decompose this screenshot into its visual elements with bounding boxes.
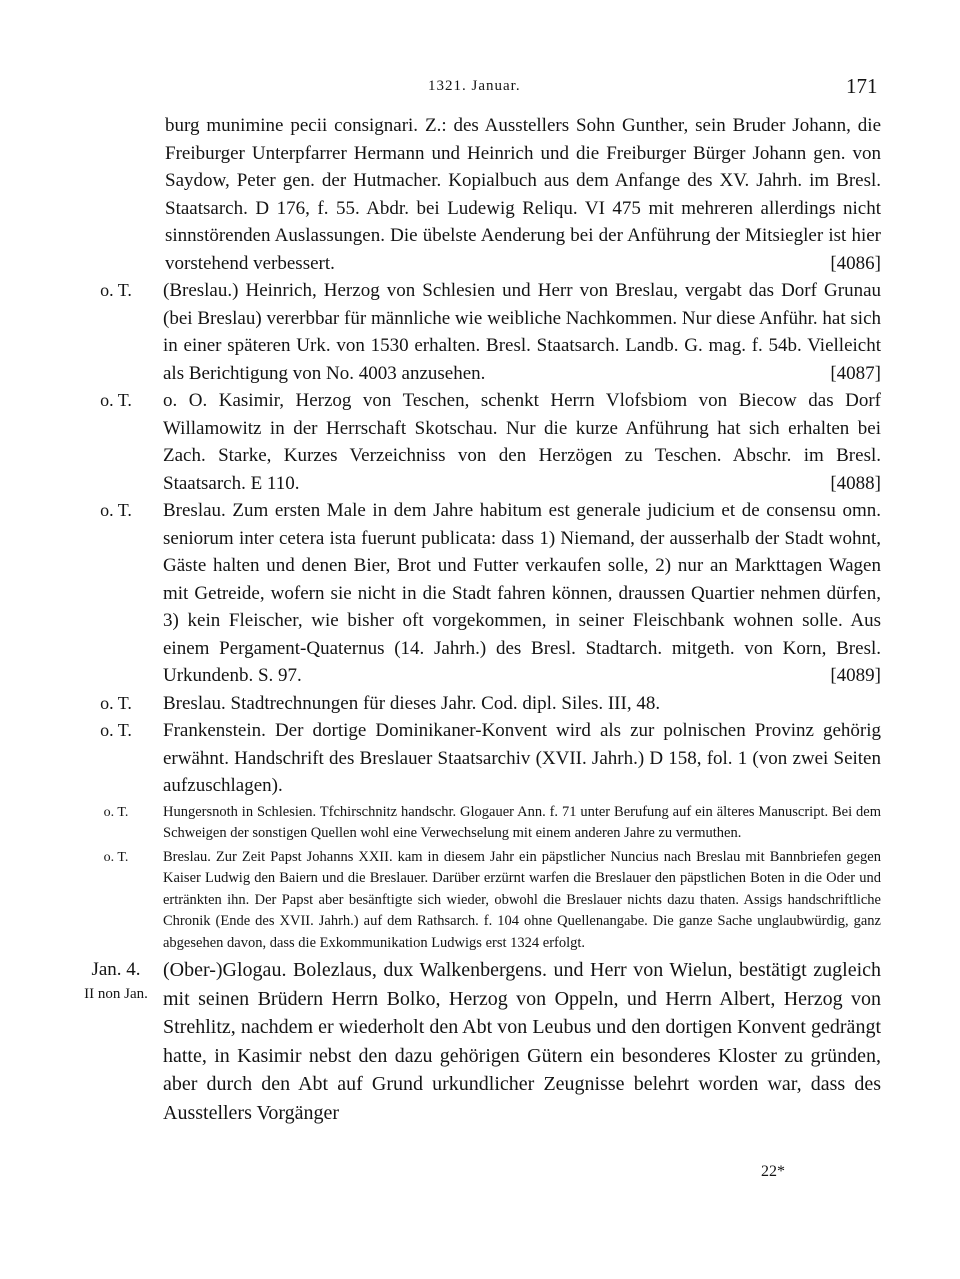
entry-ref: [4088]: [830, 472, 881, 494]
note-entry-hungersnoth: [0, 800, 960, 845]
date-margin: o. T.: [100, 692, 132, 713]
note-entry-nuncius: [0, 845, 960, 955]
signature-mark: 22*: [761, 1163, 785, 1180]
regest-entry-breslau-rechnungen: [0, 690, 960, 718]
entry-text: burg munimine pecii consignari. Z.: des Ausstellers Sohn Gunther, sein Bruder Johann, die Freiburger Unterpfarrer Hermann und Heinrich und die Freiburger Bürger Johann gen. von Saydow, Peter gen. der Hutmacher. Kopialbuch aus dem Anfange des XV. Jahrh. im Bresl. Staatsarch. D 176, f. 55. Abdr. bei Ludewig Reliqu. VI 475 mit mehreren allerdings nicht sinnstörenden Auslassungen. Die übelste Aenderung bei der Anführung der Mitsiegler ist hier vorstehend verbessert. [4086]: [165, 112, 881, 277]
running-title: 1321. Januar.: [428, 78, 521, 94]
entry-text: (Breslau.) Heinrich, Herzog von Schlesien und Herr von Breslau, vergabt das Dorf Grunau (bei Breslau) vererbbar für männliche wie weibliche Nachkommen. Nur diese Anführ. hat sich in einer späteren Urk. von 1530 erhalten. Bresl. Staatsarch. Landb. G. mag. f. 54b. Vielleicht als Berichtigung von No. 4003 anzusehen. [4087]: [163, 277, 881, 387]
date-margin: o. T.: [103, 849, 129, 865]
date-margin: o. T.: [100, 390, 132, 410]
date-margin: [72, 954, 160, 1008]
date-margin: o. T.: [100, 500, 132, 520]
entry-ref: [4086]: [830, 252, 881, 274]
regest-entry-4086: [0, 112, 960, 277]
regest-entry-glogau: [0, 954, 960, 1127]
entry-ref: [4087]: [830, 362, 881, 384]
regest-entry-4088: [0, 387, 960, 497]
entry-text: Breslau. Zum ersten Male in dem Jahre habitum est generale judicium et de consensu omn. seniorum inter cetera ista fuerunt publicata: dass 1) Niemand, der ausserhalb der Stadt wohnt, Gäste halten und denen Bier, Brot und Futter verkaufen solle, 2) nur an Markttagen Wagen mit Getreide, wofern sie nicht in die Stadt fahren können, draussen Quartier nehmen dürfen, 3) kein Fleischer, wie bisher oft vorgekommen, in seiner Fleischbank wohnen solle. Aus einem Pergament-Quaternus (14. Jahrh.) des Bresl. Stadtarch. mitgeth. von Korn, Bresl. Urkundenb. S. 97. [4089]: [163, 497, 881, 690]
page-body: [0, 112, 960, 1127]
entry-text: Frankenstein. Der dortige Dominikaner-Konvent wird als zur polnischen Provinz gehörig erwähnt. Handschrift des Breslauer Staatsarchiv (XVII. Jahrh.) D 158, fol. 1 (von zwei Seiten aufzuschlagen).: [163, 720, 881, 796]
entry-text: Breslau. Stadtrechnungen für dieses Jahr. Cod. dipl. Siles. III, 48.: [163, 692, 661, 714]
date-label: Jan. 4.: [91, 959, 141, 980]
entry-ref: [4089]: [830, 665, 881, 686]
entry-text: Hungersnoth in Schlesien. Tfchirschnitz handschr. Glogauer Ann. f. 71 unter Berufung auf ein älteres Manuscript. Bei dem Schweigen der sonstigen Quellen wohl eine Verwechselung mit einem anderen Jahre zu vermuthen.: [163, 803, 881, 841]
date-margin: o. T.: [103, 804, 129, 820]
roman-date: II non Jan.: [84, 985, 148, 1002]
date-margin: o. T.: [100, 280, 132, 300]
regest-entry-frankenstein: [0, 717, 960, 800]
running-header: [0, 72, 960, 102]
entry-text: Breslau. Zur Zeit Papst Johanns XXII. kam in diesem Jahr ein päpstlicher Nuncius nach Breslau mit Bannbriefen gegen Kaiser Ludwig den Baiern und die Breslauer. Darüber erzürnt warfen die Breslauer den päpstlichen Boten in die Oder und ertränkten ihn. Der Papst aber besänftigte sich wieder, obwohl die Breslauer nichts dazu thaten. Assigs handschriftliche Chronik (Ende des XVII. Jahrh.) auf dem Rathsarch. f. 104 ohne Quellenangabe. Die ganze Sache unglaubwürdig, ganz abgesehen davon, dass die Exkommunikation Ludwigs erst 1324 erfolgt.: [163, 848, 881, 951]
page-number: 171: [846, 74, 878, 98]
entry-text: o. O. Kasimir, Herzog von Teschen, schenkt Herrn Vlofsbiom von Biecow das Dorf Willamowitz in der Herrschaft Skotschau. Nur die kurze Anführung hat sich erhalten bei Zach. Starke, Kurzes Verzeichniss von den Herzögen zu Teschen. Abschr. im Bresl. Staatsarch. E 110. [4088]: [163, 387, 881, 497]
regest-entry-4087: [0, 277, 960, 387]
entry-text: (Ober-)Glogau. Bolezlaus, dux Walkenbergens. und Herr von Wielun, bestätigt zugleich mit seinen Brüdern Herrn Bolko, Herzog von Oppeln, und Herrn Albert, Herzog von Strehlitz, nachdem er wiederholt den Abt von Leubus und den dortigen Konvent gedrängt hatte, in Kasimir nebst den dazu gehörigen Gütern ein besonderes Kloster zu gründen, aber durch den Abt auf Grund urkundlicher Zeugnisse belehrt worden war, dass des Ausstellers Vorgänger: [163, 959, 881, 1124]
regest-entry-4089: [0, 497, 960, 690]
date-margin: o. T.: [100, 720, 132, 740]
